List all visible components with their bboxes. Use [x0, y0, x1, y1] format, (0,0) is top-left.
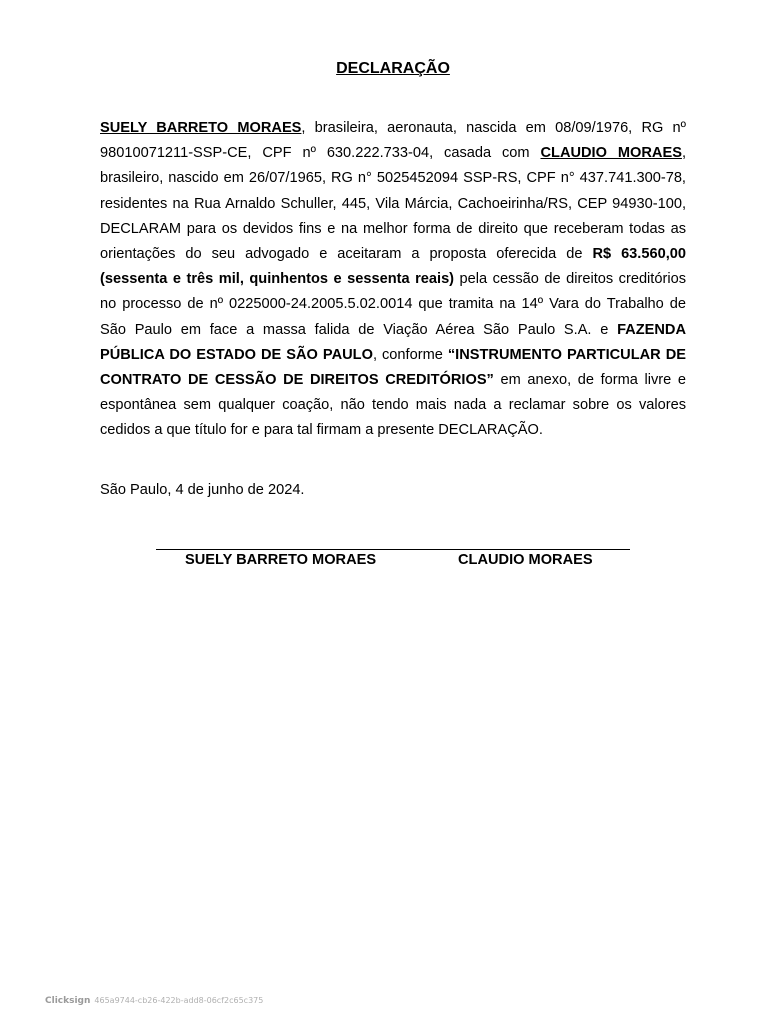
- paragraph-text-3: pela cessão de direitos creditórios no processo de nº 0225000-24.2005.5.02.0014 que tramita na 14º Vara do Trabalho de São Paulo em face a massa falida de Viação Aérea São Paulo S.A. e: [100, 271, 686, 338]
- amount-text: R$ 63.560,00 (sessenta e três mil, quinhentos e sessenta reais): [100, 246, 686, 288]
- signature-line: [156, 549, 630, 550]
- clicksign-brand: Clicksign: [45, 996, 91, 1006]
- paragraph-text-2: , brasileiro, nascido em 26/07/1965, RG n° 5025452094 SSP-RS, CPF n° 437.741.300-78, residentes na Rua Arnaldo Schuller, 445, Vila Márcia, Cachoeirinha/RS, CEP 94930-100, DECLARAM para os devidos fins e na melhor forma de direito que receberam todas as orientações do seu advogado e aceitaram a proposta oferecida de: [100, 145, 686, 263]
- paragraph-text-1: , brasileira, aeronauta, nascida em 08/09/1976, RG nº 98010071211-SSP-CE, CPF nº 630.222.733-04, casada com: [100, 120, 686, 162]
- document-title: DECLARAÇÃO: [336, 60, 450, 77]
- signature-name-2: CLAUDIO MORAES: [458, 552, 593, 568]
- paragraph-text-5: em anexo, de forma livre e espontânea sem qualquer coação, não tendo mais nada a reclamar sobre os valores cedidos a que título for e para tal firmam a presente DECLARAÇÃO.: [100, 372, 686, 439]
- document-hash: 465a9744-cb26-422b-add8-06cf2c65c375: [94, 996, 264, 1005]
- place-date: São Paulo, 4 de junho de 2024.: [100, 482, 305, 498]
- entity-name: FAZENDA PÚBLICA DO ESTADO DE SÃO PAULO: [100, 321, 686, 363]
- declaration-paragraph: [100, 116, 686, 444]
- declarant-name-1: SUELY BARRETO MORAES: [100, 120, 302, 136]
- clicksign-footer: [45, 996, 263, 1006]
- signature-name-1: SUELY BARRETO MORAES: [185, 552, 377, 568]
- declarant-name-2: CLAUDIO MORAES: [540, 145, 682, 162]
- instrument-name: “INSTRUMENTO PARTICULAR DE CONTRATO DE CESSÃO DE DIREITOS CREDITÓRIOS”: [100, 346, 687, 389]
- paragraph-text-4: , conforme: [372, 346, 448, 363]
